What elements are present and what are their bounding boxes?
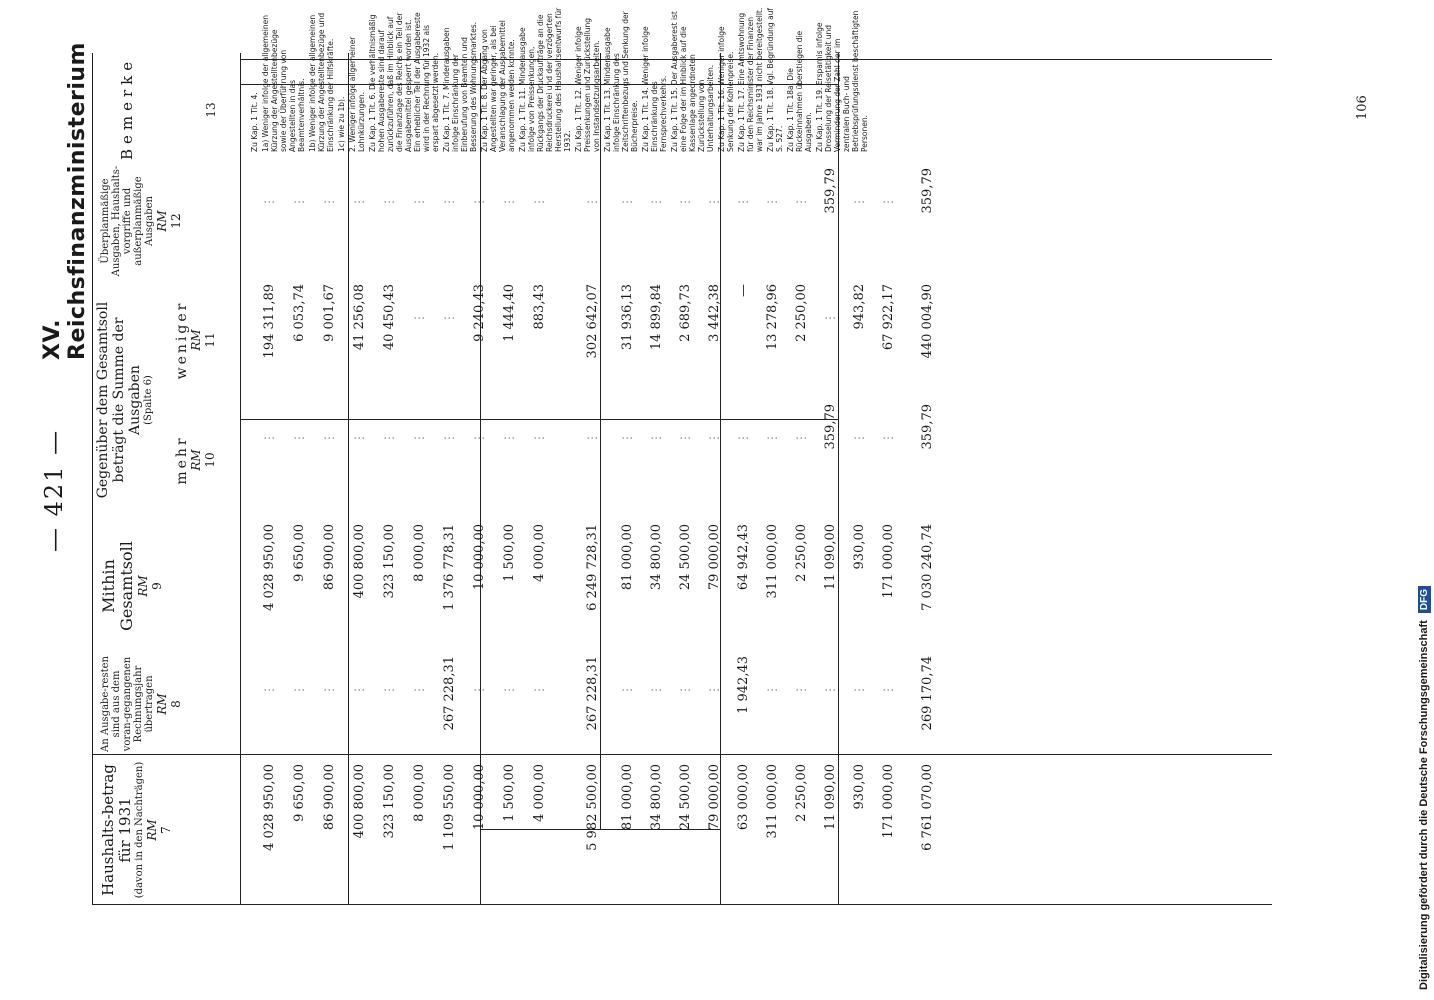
row-a8-c8: ⋮ xyxy=(502,684,516,696)
subtotal-row-c11: 302 642,07 xyxy=(585,284,600,359)
row-b7-c10: 359,79 xyxy=(823,404,838,450)
row-a3-c7: 400 800,00 xyxy=(352,764,367,839)
row-a3-c12: ⋮ xyxy=(352,196,366,208)
row-a0-c8: ⋮ xyxy=(262,684,276,696)
row-b9-c10: ⋮ xyxy=(881,432,895,444)
row-a9-c9: 4 000,00 xyxy=(532,524,547,582)
header-col9: Mithin Gesamtsoll RM 9 xyxy=(99,541,164,631)
row-a6-c11: ⋮ xyxy=(442,312,456,324)
rule-col7-8 xyxy=(240,53,241,905)
row-b7-c7: 11 090,00 xyxy=(823,764,838,831)
row-b4-c10: ⋮ xyxy=(736,432,750,444)
row-b0-c9: 81 000,00 xyxy=(620,524,635,591)
row-a8-c11: 1 444,40 xyxy=(502,284,517,342)
remark-item: Zu Kap. 1 Tit. 4. xyxy=(250,92,259,152)
remark-item: Zu Kap. 1 Tit. 18a. Die Rückeinnahmen überstiegen die Ausgaben. xyxy=(786,30,813,152)
row-b1-c9: 34 800,00 xyxy=(649,524,664,591)
ministry-title: XV. Reichsfinanzministerium xyxy=(40,42,90,360)
row-b6-c11: 2 250,00 xyxy=(794,284,809,342)
row-b8-c10: ⋮ xyxy=(852,432,866,444)
total-row-c11: 440 004,90 xyxy=(920,284,935,359)
row-a0-c10: ⋮ xyxy=(262,432,276,444)
row-a7-c11: 9 240,43 xyxy=(472,284,487,342)
row-b8-c11: 943,82 xyxy=(852,284,867,330)
row-b0-c12: ⋮ xyxy=(620,196,634,208)
footer-number: 106 xyxy=(1355,95,1370,120)
page-number: — 421 — xyxy=(40,428,68,552)
row-a4-c12: ⋮ xyxy=(382,196,396,208)
row-b4-c7: 63 000,00 xyxy=(736,764,751,831)
header-col10: mehr RM 10 xyxy=(174,435,217,485)
row-b3-c11: 3 442,38 xyxy=(707,284,722,342)
side-note-text: Digitalisierung gefördert durch die Deutsche Forschungsgemeinschaft xyxy=(1418,620,1430,990)
subtotal-row-c7: 5 982 500,00 xyxy=(585,764,600,851)
remark-item: Zu Kap. 1 Tit. 17. Eine Amtswohnung für den Reichsminister der Finanzen war im Jahre 1931 nicht bereitgestellt. xyxy=(737,7,764,152)
subtotal-row-c10: ⋮ xyxy=(585,432,599,444)
row-b9-c11: 67 922,17 xyxy=(881,284,896,351)
row-a7-c9: 10 000,00 xyxy=(472,524,487,591)
row-a5-c7: 8 000,00 xyxy=(412,764,427,822)
total-row-c7: 6 761 070,00 xyxy=(920,764,935,851)
total-row-c10: 359,79 xyxy=(920,404,935,450)
remark-item: Zu Kap. 1 Tit. 7. Minderausgaben infolge Einschränkung der Einberufung von Beamten und Besserung des Wohnungsmarktes. xyxy=(442,21,478,152)
row-b0-c10: ⋮ xyxy=(620,432,634,444)
rule-left xyxy=(92,904,1272,905)
remark-item: Zu Kap. 1 Tit. 18. Vgl. Begründung auf S. 527. xyxy=(766,7,784,152)
row-b1-c7: 34 800,00 xyxy=(649,764,664,831)
header-col7: Haushalts-betrag für 1931 (davon in den Nachträgen) RM 7 xyxy=(99,761,173,899)
rule-top xyxy=(92,53,93,905)
row-a6-c10: ⋮ xyxy=(442,432,456,444)
row-a9-c12: ⋮ xyxy=(532,196,546,208)
row-b6-c9: 2 250,00 xyxy=(794,524,809,582)
header-col12: Überplanmäßige Ausgaben, Haushalts-vorgriffe und außerplanmäßige Ausgaben RM 12 xyxy=(100,165,183,277)
row-b5-c8: ⋮ xyxy=(765,684,779,696)
row-b8-c8: ⋮ xyxy=(852,684,866,696)
row-b2-c7: 24 500,00 xyxy=(678,764,693,831)
row-a5-c8: ⋮ xyxy=(412,684,426,696)
remark-item: 2. Weniger infolge allgemeiner Lohnkürzungen. xyxy=(348,36,366,152)
subtotal-row-c8: 267 228,31 xyxy=(585,656,600,731)
header-group-10-11: Gegenüber dem Gesamtsoll beträgt die Summe der Ausgaben (Spalte 6) xyxy=(95,301,154,499)
row-b2-c12: ⋮ xyxy=(678,196,692,208)
total-row-c8: 269 170,74 xyxy=(920,656,935,731)
row-a0-c11: 194 311,89 xyxy=(262,284,277,359)
row-b6-c10: ⋮ xyxy=(794,432,808,444)
row-b1-c10: ⋮ xyxy=(649,432,663,444)
row-b1-c12: ⋮ xyxy=(649,196,663,208)
remark-item: Zu Kap. 1 Tit. 16. Weniger infolge Senkung der Kohlenpreise. xyxy=(717,26,735,152)
row-b9-c9: 171 000,00 xyxy=(881,524,896,599)
row-a1-c9: 9 650,00 xyxy=(292,524,307,582)
row-a4-c10: ⋮ xyxy=(382,432,396,444)
row-b4-c8: 1 942,43 xyxy=(736,656,751,714)
row-a7-c10: ⋮ xyxy=(472,432,486,444)
remarks-column xyxy=(250,7,871,152)
remark-item: Zu Kap. 1 Tit. 19. Ersparnis infolge Drosselung der Reisetätigkeit und Verminderung der Zahl der im zentralen Buch- und Betriebsprüfungsdienst beschäftigten Personen. xyxy=(815,10,869,152)
row-b5-c9: 311 000,00 xyxy=(765,524,780,599)
row-a4-c11: 40 450,43 xyxy=(382,284,397,351)
rule-col12-13 xyxy=(838,53,839,905)
row-a5-c9: 8 000,00 xyxy=(412,524,427,582)
row-a1-c8: ⋮ xyxy=(292,684,306,696)
row-a3-c11: 41 256,08 xyxy=(352,284,367,351)
row-b4-c12: ⋮ xyxy=(736,196,750,208)
row-b7-c9: 11 090,00 xyxy=(823,524,838,591)
row-b2-c11: 2 689,73 xyxy=(678,284,693,342)
row-a2-c9: 86 900,00 xyxy=(322,524,337,591)
row-a2-c7: 86 900,00 xyxy=(322,764,337,831)
row-b5-c12: ⋮ xyxy=(765,196,779,208)
row-a6-c8: 267 228,31 xyxy=(442,656,457,731)
row-b0-c8: ⋮ xyxy=(620,684,634,696)
row-a5-c11: ⋮ xyxy=(412,312,426,324)
row-a2-c12: ⋮ xyxy=(322,196,336,208)
remark-item: Zu Kap. 1 Tit. 12. Weniger infolge Preissenkungen und Zurückstellung von Instandsetzungsarbeiten. xyxy=(574,17,601,152)
row-b0-c11: 31 936,13 xyxy=(620,284,635,351)
row-b0-c7: 81 000,00 xyxy=(620,764,635,831)
row-b9-c8: ⋮ xyxy=(881,684,895,696)
row-a1-c12: ⋮ xyxy=(292,196,306,208)
row-b6-c12: ⋮ xyxy=(794,196,808,208)
row-a7-c8: ⋮ xyxy=(472,684,486,696)
row-b8-c9: 930,00 xyxy=(852,524,867,570)
row-a4-c8: ⋮ xyxy=(382,684,396,696)
row-a9-c11: 883,43 xyxy=(532,284,547,330)
row-a2-c8: ⋮ xyxy=(322,684,336,696)
header-col13: Bemerke 13 xyxy=(118,56,218,160)
row-b3-c8: ⋮ xyxy=(707,684,721,696)
row-a6-c9: 1 376 778,31 xyxy=(442,524,457,611)
rule-subtotal xyxy=(240,419,838,420)
row-a8-c12: ⋮ xyxy=(502,196,516,208)
row-b9-c7: 171 000,00 xyxy=(881,764,896,839)
row-b5-c10: ⋮ xyxy=(765,432,779,444)
row-b4-c9: 64 942,43 xyxy=(736,524,751,591)
row-a3-c9: 400 800,00 xyxy=(352,524,367,599)
row-a5-c10: ⋮ xyxy=(412,432,426,444)
row-b3-c10: ⋮ xyxy=(707,432,721,444)
row-a1-c11: 6 053,74 xyxy=(292,284,307,342)
row-a0-c9: 4 028 950,00 xyxy=(262,524,277,611)
remark-item: 1c) wie zu 1b). xyxy=(337,96,346,152)
row-a8-c9: 1 500,00 xyxy=(502,524,517,582)
row-b3-c7: 79 000,00 xyxy=(707,764,722,831)
total-row-c12: 359,79 xyxy=(920,168,935,214)
rule-col10-11 xyxy=(600,53,601,830)
remark-item: Zu Kap. 1 Tit. 15. Der Ausgaberest ist eine Folge der im Hinblick auf die Kassenlage angeordneten Zurückstellung von Unterhaltungsarbeiten. xyxy=(670,11,715,152)
row-a6-c7: 1 109 550,00 xyxy=(442,764,457,851)
remark-item: Zu Kap. 1 Tit. 14. Weniger infolge Einschränkung des Fernsprechverkehrs. xyxy=(641,26,668,152)
row-b2-c8: ⋮ xyxy=(678,684,692,696)
rule-col8-9 xyxy=(348,53,349,905)
remark-item: Zu Kap. 1 Tit. 11. Minderausgabe infolge von Preissenkungen, Rückgangs der Druckaufträge an die Reichsdruckerei und der verzögerten Herstellung des Haushaltsentwurfs für 1932. xyxy=(518,7,572,152)
subtotal-row-c12: ⋮ xyxy=(585,196,599,208)
row-b2-c10: ⋮ xyxy=(678,432,692,444)
row-a8-c10: ⋮ xyxy=(502,432,516,444)
row-a3-c8: ⋮ xyxy=(352,684,366,696)
row-b7-c12: 359,79 xyxy=(823,168,838,214)
row-b8-c7: 930,00 xyxy=(852,764,867,810)
row-a2-c11: 9 001,67 xyxy=(322,284,337,342)
subtotal-row-c9: 6 249 728,31 xyxy=(585,524,600,611)
row-a9-c8: ⋮ xyxy=(532,684,546,696)
row-a3-c10: ⋮ xyxy=(352,432,366,444)
row-b4-c11: — xyxy=(736,284,751,297)
header-col8: An Ausgabe-resten sind aus dem voran-gegangenen Rechnungsjahr übertragen RM 8 xyxy=(100,656,183,752)
row-a1-c7: 9 650,00 xyxy=(292,764,307,822)
row-a7-c7: 10 000,00 xyxy=(472,764,487,831)
remark-item: 1b) Weniger infolge der allgemeinen Kürzung der Angestelltenbezüge und Einschränkung der Hilfskräfte. xyxy=(308,12,335,152)
side-credit xyxy=(1418,10,1432,990)
row-b5-c7: 311 000,00 xyxy=(765,764,780,839)
row-b9-c12: ⋮ xyxy=(881,196,895,208)
row-a2-c10: ⋮ xyxy=(322,432,336,444)
remark-item: Zu Kap. 1 Tit. 13. Minderausgabe infolge Einschränkung des Zeitschriftenbezugs und Senkung der Bücherpreise. xyxy=(603,11,639,152)
rule-header-bottom xyxy=(92,754,1272,755)
dfg-logo: DFG xyxy=(1418,586,1431,613)
row-a0-c12: ⋮ xyxy=(262,196,276,208)
row-a4-c7: 323 150,00 xyxy=(382,764,397,839)
row-b3-c12: ⋮ xyxy=(707,196,721,208)
header-col11: weniger RM 11 xyxy=(174,300,217,380)
remark-item: 1a) Weniger infolge der allgemeinen Kürzung der Angestelltenbezüge sowie der Überführung von Angestellten in das Beamtenverhältnis. xyxy=(261,15,306,152)
row-b7-c8: ⋮ xyxy=(823,684,837,696)
row-a8-c7: 1 500,00 xyxy=(502,764,517,822)
row-a7-c12: ⋮ xyxy=(472,196,486,208)
remark-item: Zu Kap. 1 Tit. 8. Der Abgang von Angestellten war geringer, als bei Veranschlagung der Ausgabemittel angenommen werden konnte. xyxy=(480,20,516,152)
total-row-c9: 7 030 240,74 xyxy=(920,524,935,611)
row-a4-c9: 323 150,00 xyxy=(382,524,397,599)
row-a0-c7: 4 028 950,00 xyxy=(262,764,277,851)
row-b2-c9: 24 500,00 xyxy=(678,524,693,591)
row-b7-c11: ⋮ xyxy=(823,312,837,324)
remark-item: Zu Kap. 1 Tit. 6. Die verhältnismäßig hohen Ausgabereste sind darauf zurückzuführen, daß im Hinblick auf die Finanzlage des Reichs ein Teil der Ausgabemittel gesperrt worden ist. Ein erheblicher Teil der Ausgabereste wird in der Rechnung für 1932 als erspart abgesetzt werden. xyxy=(368,12,440,152)
row-b6-c7: 2 250,00 xyxy=(794,764,809,822)
row-b1-c8: ⋮ xyxy=(649,684,663,696)
row-a9-c10: ⋮ xyxy=(532,432,546,444)
row-b1-c11: 14 899,84 xyxy=(649,284,664,351)
row-b8-c12: ⋮ xyxy=(852,196,866,208)
row-b3-c9: 79 000,00 xyxy=(707,524,722,591)
row-a5-c12: ⋮ xyxy=(412,196,426,208)
row-b5-c11: 13 278,96 xyxy=(765,284,780,351)
row-a9-c7: 4 000,00 xyxy=(532,764,547,822)
row-a1-c10: ⋮ xyxy=(292,432,306,444)
row-b6-c8: ⋮ xyxy=(794,684,808,696)
row-a6-c12: ⋮ xyxy=(442,196,456,208)
